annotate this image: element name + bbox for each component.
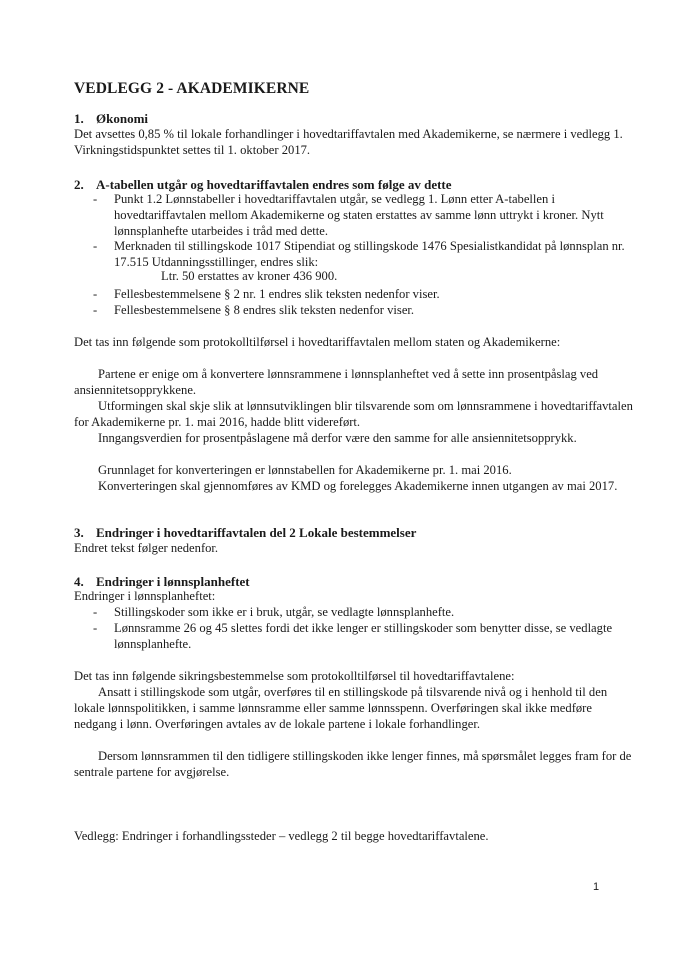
section-2-number: 2. <box>74 177 84 192</box>
list-item-text: Fellesbestemmelsene § 2 nr. 1 endres slik teksten nedenfor viser. <box>114 287 440 301</box>
section-3-title: Endringer i hovedtariffavtalen del 2 Lokale bestemmelser <box>96 525 417 540</box>
page-number: 1 <box>593 881 600 893</box>
list-item-text: Merknaden til stillingskode 1017 Stipendiat og stillingskode 1476 Spesialistkandidat på lønnsplan nr. 17.515 Utdanningsstillinger, endres slik: <box>114 239 625 269</box>
list-dash: - <box>93 605 98 619</box>
list-dash: - <box>93 239 98 253</box>
attachment-note: Vedlegg: Endringer i forhandlingssteder – vedlegg 2 til begge hovedtariffavtalene. <box>74 829 489 843</box>
list-item-text: Punkt 1.2 Lønnstabeller i hovedtariffavtalen utgår, se vedlegg 1. Lønn etter A-tabellen i hovedtariffavtalen mellom Akademikerne og staten erstattes av samme lønn uttrykt i kroner. Nytt lønnsplanhefte utarbeides i tråd med dette. <box>114 192 604 238</box>
section-1-number: 1. <box>74 111 84 126</box>
protocol-paragraph: Inngangsverdien for prosentpåslagene må derfor være den samme for alle ansiennitetsopprykk. <box>98 431 577 445</box>
protocol-paragraph: Utformingen skal skje slik at lønnsutviklingen blir tilsvarende som om lønnsrammene i hovedtariffavtalen for Akademikerne pr. 1. mai 2016, hadde blitt videreført. <box>74 399 633 429</box>
section-4-title: Endringer i lønnsplanheftet <box>96 574 250 589</box>
list-dash: - <box>93 287 98 301</box>
section-4-number: 4. <box>74 574 84 589</box>
section-1-heading <box>74 111 148 127</box>
protocol-paragraph: Partene er enige om å konvertere lønnsrammene i lønnsplanheftet ved å sette inn prosentpåslag ved ansiennitetsopprykkene. <box>74 367 599 397</box>
section-4-intro: Endringer i lønnsplanheftet: <box>74 589 216 603</box>
safeguard-paragraph: Ansatt i stillingskode som utgår, overføres til en stillingskode på tilsvarende nivå og i henhold til den lokale lønnspolitikken, i samme lønnsramme eller samme lønnsspenn. Overføringen skal ikke medføre nedgang i lønn. Overføringen avtales av de lokale partene i lokale forhandlinger. <box>74 685 608 731</box>
list-item-text: Stillingskoder som ikke er i bruk, utgår, se vedlagte lønnsplanhefte. <box>114 605 455 619</box>
section-3-text: Endret tekst følger nedenfor. <box>74 541 219 555</box>
safeguard-paragraph: Dersom lønnsrammen til den tidligere stillingskoden ikke lenger finnes, må spørsmålet legges fram for de sentrale partene for avgjørelse. <box>74 749 632 779</box>
list-dash: - <box>93 621 98 635</box>
section-1-text: Det avsettes 0,85 % til lokale forhandlinger i hovedtariffavtalen med Akademikerne, se nærmere i vedlegg 1. Virkningstidspunktet settes til 1. oktober 2017. <box>74 127 623 157</box>
list-subline: Ltr. 50 erstattes av kroner 436 900. <box>161 269 338 283</box>
safeguard-intro: Det tas inn følgende sikringsbestemmelse som protokolltilførsel til hovedtariffavtalene: <box>74 669 515 683</box>
list-dash: - <box>93 192 98 206</box>
document-title: VEDLEGG 2 - AKADEMIKERNE <box>74 80 310 97</box>
protocol-intro: Det tas inn følgende som protokolltilførsel i hovedtariffavtalen mellom staten og Akademikerne: <box>74 335 561 349</box>
list-dash: - <box>93 303 98 317</box>
protocol-paragraph: Grunnlaget for konverteringen er lønnstabellen for Akademikerne pr. 1. mai 2016. <box>98 463 512 477</box>
section-1-title: Økonomi <box>96 111 149 126</box>
section-3-number: 3. <box>74 525 84 540</box>
section-2-title: A-tabellen utgår og hovedtariffavtalen endres som følge av dette <box>96 177 452 192</box>
section-3-heading <box>74 525 416 541</box>
list-item-text: Lønnsramme 26 og 45 slettes fordi det ikke lenger er stillingskoder som benytter disse, se vedlagte lønnsplanhefte. <box>114 621 613 651</box>
list-item-text: Fellesbestemmelsene § 8 endres slik teksten nedenfor viser. <box>114 303 415 317</box>
protocol-paragraph: Konverteringen skal gjennomføres av KMD og forelegges Akademikerne innen utgangen av mai 2017. <box>98 479 618 493</box>
